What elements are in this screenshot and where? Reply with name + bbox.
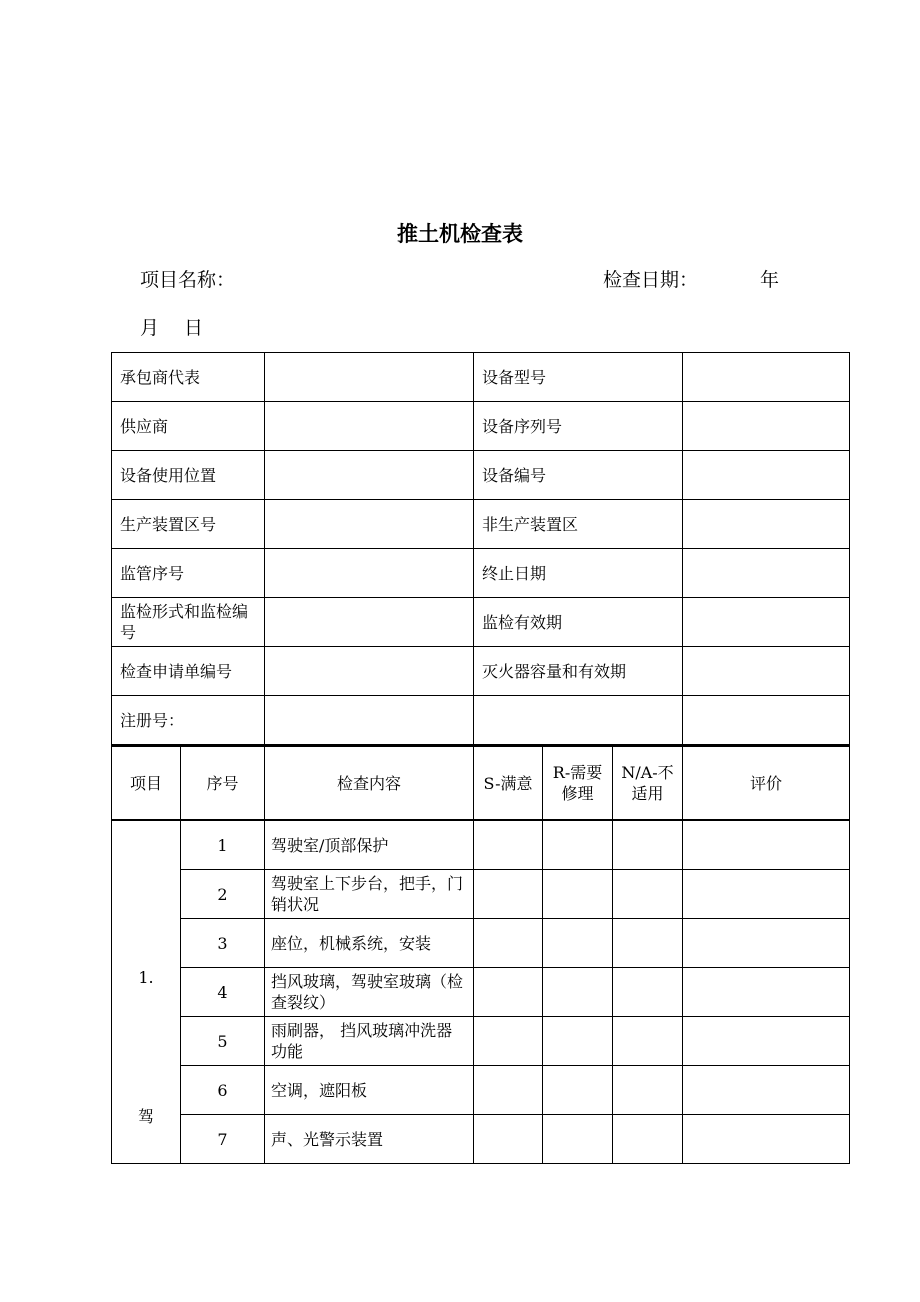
- info-label: [474, 696, 683, 745]
- not-applicable-cell[interactable]: [613, 870, 683, 919]
- evaluation-cell[interactable]: [683, 968, 850, 1017]
- info-label: 设备序列号: [474, 402, 683, 451]
- row-seq: 3: [181, 919, 265, 968]
- not-applicable-cell[interactable]: [613, 968, 683, 1017]
- info-value-field[interactable]: [683, 500, 850, 549]
- info-label: 检查申请单编号: [112, 647, 265, 696]
- info-value-field[interactable]: [265, 500, 474, 549]
- repair-cell[interactable]: [543, 1017, 613, 1066]
- info-label: 供应商: [112, 402, 265, 451]
- info-label: 承包商代表: [112, 353, 265, 402]
- table-row: [112, 402, 850, 451]
- table-row: [112, 647, 850, 696]
- repair-cell[interactable]: [543, 820, 613, 870]
- info-label: 监检形式和监检编号: [112, 598, 265, 647]
- evaluation-cell[interactable]: [683, 1115, 850, 1164]
- info-value-field[interactable]: [683, 451, 850, 500]
- header-evaluation: 评价: [683, 746, 850, 820]
- satisfied-cell[interactable]: [474, 919, 543, 968]
- year-label: 年: [760, 269, 780, 291]
- evaluation-cell[interactable]: [683, 820, 850, 870]
- satisfied-cell[interactable]: [474, 1066, 543, 1115]
- header-satisfied: S-满意: [474, 746, 543, 820]
- table-row: [112, 919, 850, 968]
- row-seq: 2: [181, 870, 265, 919]
- inspection-date-label: 检查日期：: [603, 269, 699, 291]
- info-value-field[interactable]: [265, 402, 474, 451]
- row-seq: 5: [181, 1017, 265, 1066]
- satisfied-cell[interactable]: [474, 820, 543, 870]
- table-row: [112, 500, 850, 549]
- not-applicable-cell[interactable]: [613, 820, 683, 870]
- evaluation-cell[interactable]: [683, 1066, 850, 1115]
- info-value-field[interactable]: [265, 598, 474, 647]
- row-content: 挡风玻璃，驾驶室玻璃（检查裂纹）: [265, 968, 474, 1017]
- satisfied-cell[interactable]: [474, 968, 543, 1017]
- info-value-field[interactable]: [683, 353, 850, 402]
- evaluation-cell[interactable]: [683, 870, 850, 919]
- not-applicable-cell[interactable]: [613, 1115, 683, 1164]
- equipment-info-table: [111, 352, 850, 745]
- info-label: 非生产装置区: [474, 500, 683, 549]
- row-content: 雨刷器， 挡风玻璃冲洗器功能: [265, 1017, 474, 1066]
- info-label: 终止日期: [474, 549, 683, 598]
- info-value-field[interactable]: [265, 451, 474, 500]
- evaluation-cell[interactable]: [683, 1017, 850, 1066]
- not-applicable-cell[interactable]: [613, 1017, 683, 1066]
- not-applicable-cell[interactable]: [613, 1066, 683, 1115]
- day-label: 日: [184, 317, 204, 339]
- row-seq: 7: [181, 1115, 265, 1164]
- satisfied-cell[interactable]: [474, 1017, 543, 1066]
- info-label: 生产装置区号: [112, 500, 265, 549]
- repair-cell[interactable]: [543, 968, 613, 1017]
- month-label: 月: [140, 317, 160, 339]
- table-row: [112, 549, 850, 598]
- repair-cell[interactable]: [543, 919, 613, 968]
- category-label: 驾: [137, 1107, 154, 1126]
- info-value-field[interactable]: [683, 647, 850, 696]
- table-row: [112, 870, 850, 919]
- info-value-field[interactable]: [265, 696, 474, 745]
- checklist-header-row: [112, 746, 850, 820]
- header-item: 项目: [112, 746, 181, 820]
- table-row: [112, 696, 850, 745]
- table-row: [112, 1066, 850, 1115]
- not-applicable-cell[interactable]: [613, 919, 683, 968]
- info-value-field[interactable]: [683, 402, 850, 451]
- row-seq: 6: [181, 1066, 265, 1115]
- row-content: 声、光警示装置: [265, 1115, 474, 1164]
- row-seq: 4: [181, 968, 265, 1017]
- info-value-field[interactable]: [683, 696, 850, 745]
- table-row: [112, 451, 850, 500]
- table-row: [112, 598, 850, 647]
- info-label: 监检有效期: [474, 598, 683, 647]
- header-repair: R-需要修理: [543, 746, 613, 820]
- category-number: 1.: [138, 968, 154, 987]
- repair-cell[interactable]: [543, 870, 613, 919]
- table-row: [112, 353, 850, 402]
- info-value-field[interactable]: [265, 549, 474, 598]
- info-value-field[interactable]: [683, 549, 850, 598]
- row-content: 空调，遮阳板: [265, 1066, 474, 1115]
- header-not-applicable: N/A-不适用: [613, 746, 683, 820]
- row-content: 驾驶室上下步台，把手，门销状况: [265, 870, 474, 919]
- page-title: 推土机检查表: [397, 221, 523, 246]
- info-value-field[interactable]: [683, 598, 850, 647]
- table-row: [112, 1017, 850, 1066]
- row-content: 驾驶室/顶部保护: [265, 820, 474, 870]
- repair-cell[interactable]: [543, 1066, 613, 1115]
- table-row: [112, 1115, 850, 1164]
- info-label: 注册号：: [112, 696, 265, 745]
- header-seq: 序号: [181, 746, 265, 820]
- table-row: [112, 968, 850, 1017]
- info-label: 灭火器容量和有效期: [474, 647, 683, 696]
- row-content: 座位，机械系统，安装: [265, 919, 474, 968]
- repair-cell[interactable]: [543, 1115, 613, 1164]
- satisfied-cell[interactable]: [474, 1115, 543, 1164]
- row-seq: 1: [181, 820, 265, 870]
- satisfied-cell[interactable]: [474, 870, 543, 919]
- info-label: 监管序号: [112, 549, 265, 598]
- info-label: 设备使用位置: [112, 451, 265, 500]
- info-label: 设备编号: [474, 451, 683, 500]
- info-label: 设备型号: [474, 353, 683, 402]
- category-cell: [112, 820, 181, 1164]
- project-name-label: 项目名称：: [140, 269, 236, 291]
- info-value-field[interactable]: [265, 353, 474, 402]
- table-row: [112, 820, 850, 870]
- evaluation-cell[interactable]: [683, 919, 850, 968]
- header-content: 检查内容: [265, 746, 474, 820]
- inspection-checklist-table: [111, 745, 850, 1164]
- info-value-field[interactable]: [265, 647, 474, 696]
